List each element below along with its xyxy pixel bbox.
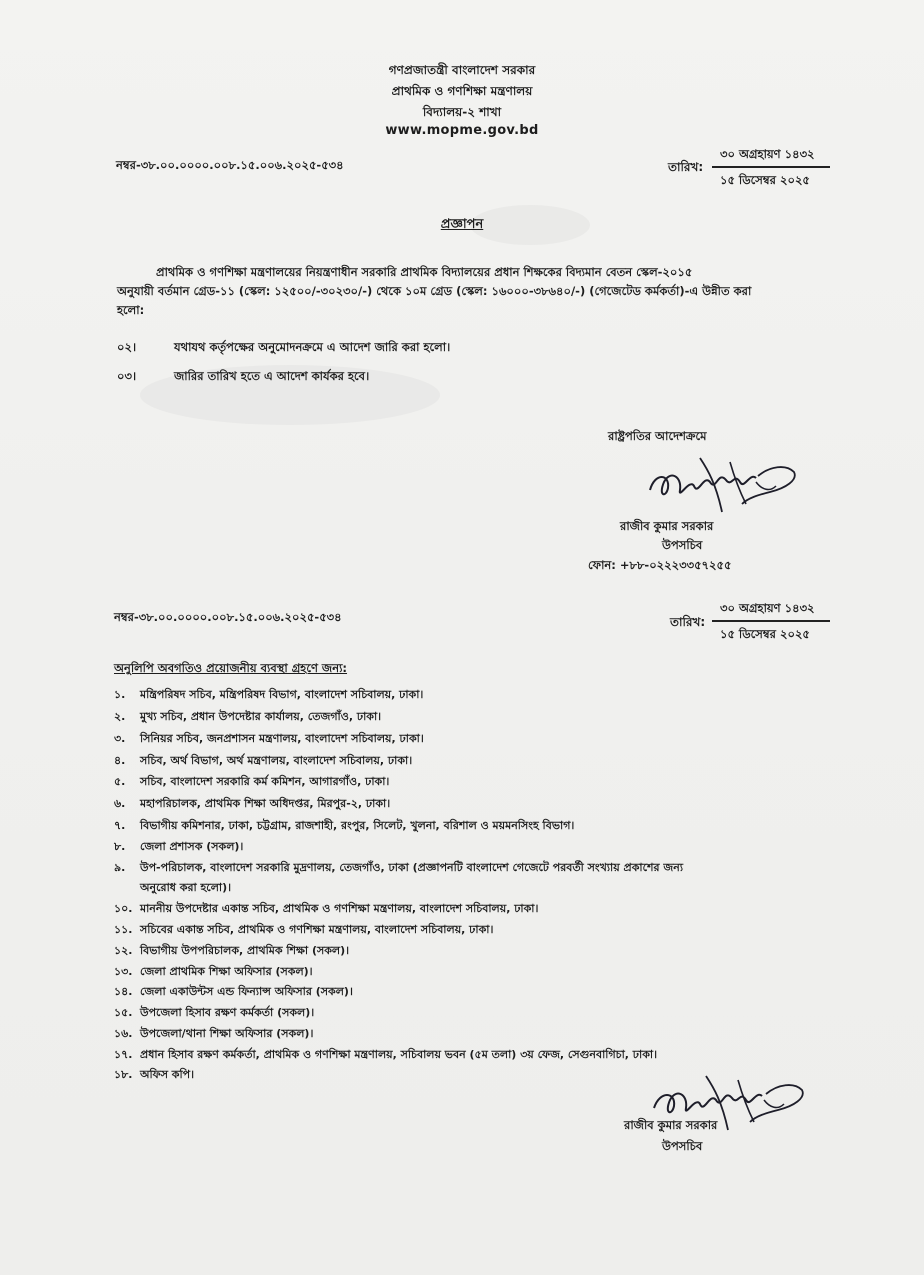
list-item: সচিব, অর্থ বিভাগ, অর্থ মন্ত্রণালয়, বাংলাদেশ সচিবালয়, ঢাকা।	[140, 754, 413, 767]
list-item: প্রধান হিসাব রক্ষণ কর্মকর্তা, প্রাথমিক ও গণশিক্ষা মন্ত্রণালয়, সচিবালয় ভবন (৫ম তলা) ৩য় ফেজ, সেগুনবাগিচা, ঢাকা।	[140, 1048, 658, 1061]
copy-date-gregorian: ১৫ ডিসেম্বর ২০২৫	[720, 627, 810, 641]
copy-memo-number: নম্বর-৩৮.০০.০০০০.০০৮.১৫.০০৬.২০২৫-৫৩৪	[114, 610, 342, 624]
copy-heading: অনুলিপি অবগতিও প্রয়োজনীয় ব্যবস্থা গ্রহণে জন্য:	[114, 661, 348, 675]
list-item-number: ১৩.	[114, 965, 133, 978]
copy-date-label: তারিখ:	[670, 615, 706, 629]
date-gregorian: ১৫ ডিসেম্বর ২০২৫	[720, 173, 810, 187]
list-item-number: ২.	[114, 710, 126, 723]
list-item: মন্ত্রিপরিষদ সচিব, মন্ত্রিপরিষদ বিভাগ, বাংলাদেশ সচিবালয়, ঢাকা।	[140, 688, 424, 701]
header-government: গণপ্রজাতন্ত্রী বাংলাদেশ সরকার	[388, 63, 536, 77]
list-item-number: ১৭.	[114, 1048, 133, 1061]
list-item-number: ১২.	[114, 944, 133, 957]
memo-number: নম্বর-৩৮.০০.০০০০.০০৮.১৫.০০৬.২০২৫-৫৩৪	[116, 158, 344, 172]
item-number: ০২।	[117, 340, 137, 354]
list-item: অফিস কপি।	[140, 1068, 195, 1081]
signature-image	[630, 452, 800, 522]
list-item: জেলা প্রশাসক (সকল)।	[140, 840, 244, 853]
copy-date-bengali: ৩০ অগ্রহায়ণ ১৪৩২	[720, 601, 815, 615]
header-branch: বিদ্যালয়-২ শাখা	[422, 105, 502, 119]
signatory-designation: উপসচিব	[662, 538, 703, 552]
list-item-number: ১১.	[114, 923, 133, 936]
list-item-number: ৫.	[114, 775, 126, 788]
signatory-name: রাজীব কুমার সরকার	[620, 519, 714, 533]
item-text: যথাযথ কর্তৃপক্ষের অনুমোদনক্রমে এ আদেশ জারি করা হলো।	[174, 340, 451, 354]
list-item: সিনিয়র সচিব, জনপ্রশাসন মন্ত্রণালয়, বাংলাদেশ সচিবালয়, ঢাকা।	[140, 732, 424, 745]
date-bengali: ৩০ অগ্রহায়ণ ১৪৩২	[720, 147, 815, 161]
list-item: মহাপরিচালক, প্রাথমিক শিক্ষা অধিদপ্তর, মিরপুর-২, ঢাকা।	[140, 797, 391, 810]
item-text: জারির তারিখ হতে এ আদেশ কার্যকর হবে।	[174, 369, 370, 383]
list-item: মুখ্য সচিব, প্রধান উপদেষ্টার কার্যালয়, তেজগাঁও, ঢাকা।	[140, 710, 382, 723]
copy-signatory-designation: উপসচিব	[662, 1139, 703, 1153]
header-website: www.mopme.gov.bd	[385, 123, 539, 138]
list-item-number: ১৬.	[114, 1027, 133, 1040]
list-item-number: ১০.	[114, 902, 133, 915]
body-line-1: প্রাথমিক ও গণশিক্ষা মন্ত্রণালয়ের নিয়ন্ত্রণাধীন সরকারি প্রাথমিক বিদ্যালয়ের প্রধান শিক্ষকের বিদ্যমান বেতন স্কেল-২০১৫	[156, 265, 693, 279]
list-item-number: ৪.	[114, 754, 126, 767]
list-item-number: ৯.	[114, 861, 126, 874]
list-item: সচিব, বাংলাদেশ সরকারি কর্ম কমিশন, আগারগাঁও, ঢাকা।	[140, 775, 390, 788]
list-item-number: ৬.	[114, 797, 126, 810]
list-item-number: ১৪.	[114, 985, 133, 998]
list-item: বিভাগীয় উপপরিচালক, প্রাথমিক শিক্ষা (সকল)।	[140, 944, 350, 957]
list-item-number: ১৮.	[114, 1068, 133, 1081]
list-item: জেলা একাউন্টস এন্ড ফিন্যান্স অফিসার (সকল)।	[140, 985, 353, 998]
list-item: উপ-পরিচালক, বাংলাদেশ সরকারি মুদ্রণালয়, তেজগাঁও, ঢাকা (প্রজ্ঞাপনটি বাংলাদেশ গেজেটে পরবর্তী সংখ্যায় প্রকাশের জন্য	[140, 861, 684, 874]
list-item-number: ১.	[114, 688, 126, 701]
list-item: উপজেলা হিসাব রক্ষণ কর্মকর্তা (সকল)।	[140, 1006, 315, 1019]
body-line-3: হলো:	[117, 303, 145, 317]
list-item-number: ৮.	[114, 840, 126, 853]
item-number: ০৩।	[117, 369, 137, 383]
order-line: রাষ্ট্রপতির আদেশক্রমে	[608, 429, 707, 443]
list-item: সচিবের একান্ত সচিব, প্রাথমিক ও গণশিক্ষা মন্ত্রণালয়, বাংলাদেশ সচিবালয়, ঢাকা।	[140, 923, 494, 936]
list-item-continuation: অনুরোধ করা হলো)।	[140, 881, 232, 894]
list-item: জেলা প্রাথমিক শিক্ষা অফিসার (সকল)।	[140, 965, 313, 978]
list-item-number: ১৫.	[114, 1006, 133, 1019]
date-divider	[712, 166, 830, 168]
phone-number: ফোন: +৮৮-০২২২৩৩৫৭২৫৫	[588, 558, 732, 572]
header-ministry: প্রাথমিক ও গণশিক্ষা মন্ত্রণালয়	[391, 84, 533, 98]
document-title: প্রজ্ঞাপন	[440, 217, 484, 232]
body-line-2: অনুযায়ী বর্তমান গ্রেড-১১ (স্কেল: ১২৫০০/-৩০২৩০/-) থেকে ১০ম গ্রেড (স্কেল: ১৬০০০-৩৮৬৪০/-) (গেজেটেড কর্মকর্তা)-এ উন্নীত করা	[117, 284, 752, 298]
copy-date-divider	[712, 620, 830, 622]
list-item-number: ৩.	[114, 732, 126, 745]
list-item: উপজেলা/থানা শিক্ষা অফিসার (সকল)।	[140, 1027, 314, 1040]
list-item: মাননীয় উপদেষ্টার একান্ত সচিব, প্রাথমিক ও গণশিক্ষা মন্ত্রণালয়, বাংলাদেশ সচিবালয়, ঢাকা।	[140, 902, 539, 915]
date-label: তারিখ:	[668, 160, 704, 174]
copy-signatory-name: রাজীব কুমার সরকার	[624, 1118, 718, 1132]
list-item-number: ৭.	[114, 819, 126, 832]
list-item: বিভাগীয় কমিশনার, ঢাকা, চট্টগ্রাম, রাজশাহী, রংপুর, সিলেট, খুলনা, বরিশাল ও ময়মনসিংহ বিভাগ।	[140, 819, 575, 832]
